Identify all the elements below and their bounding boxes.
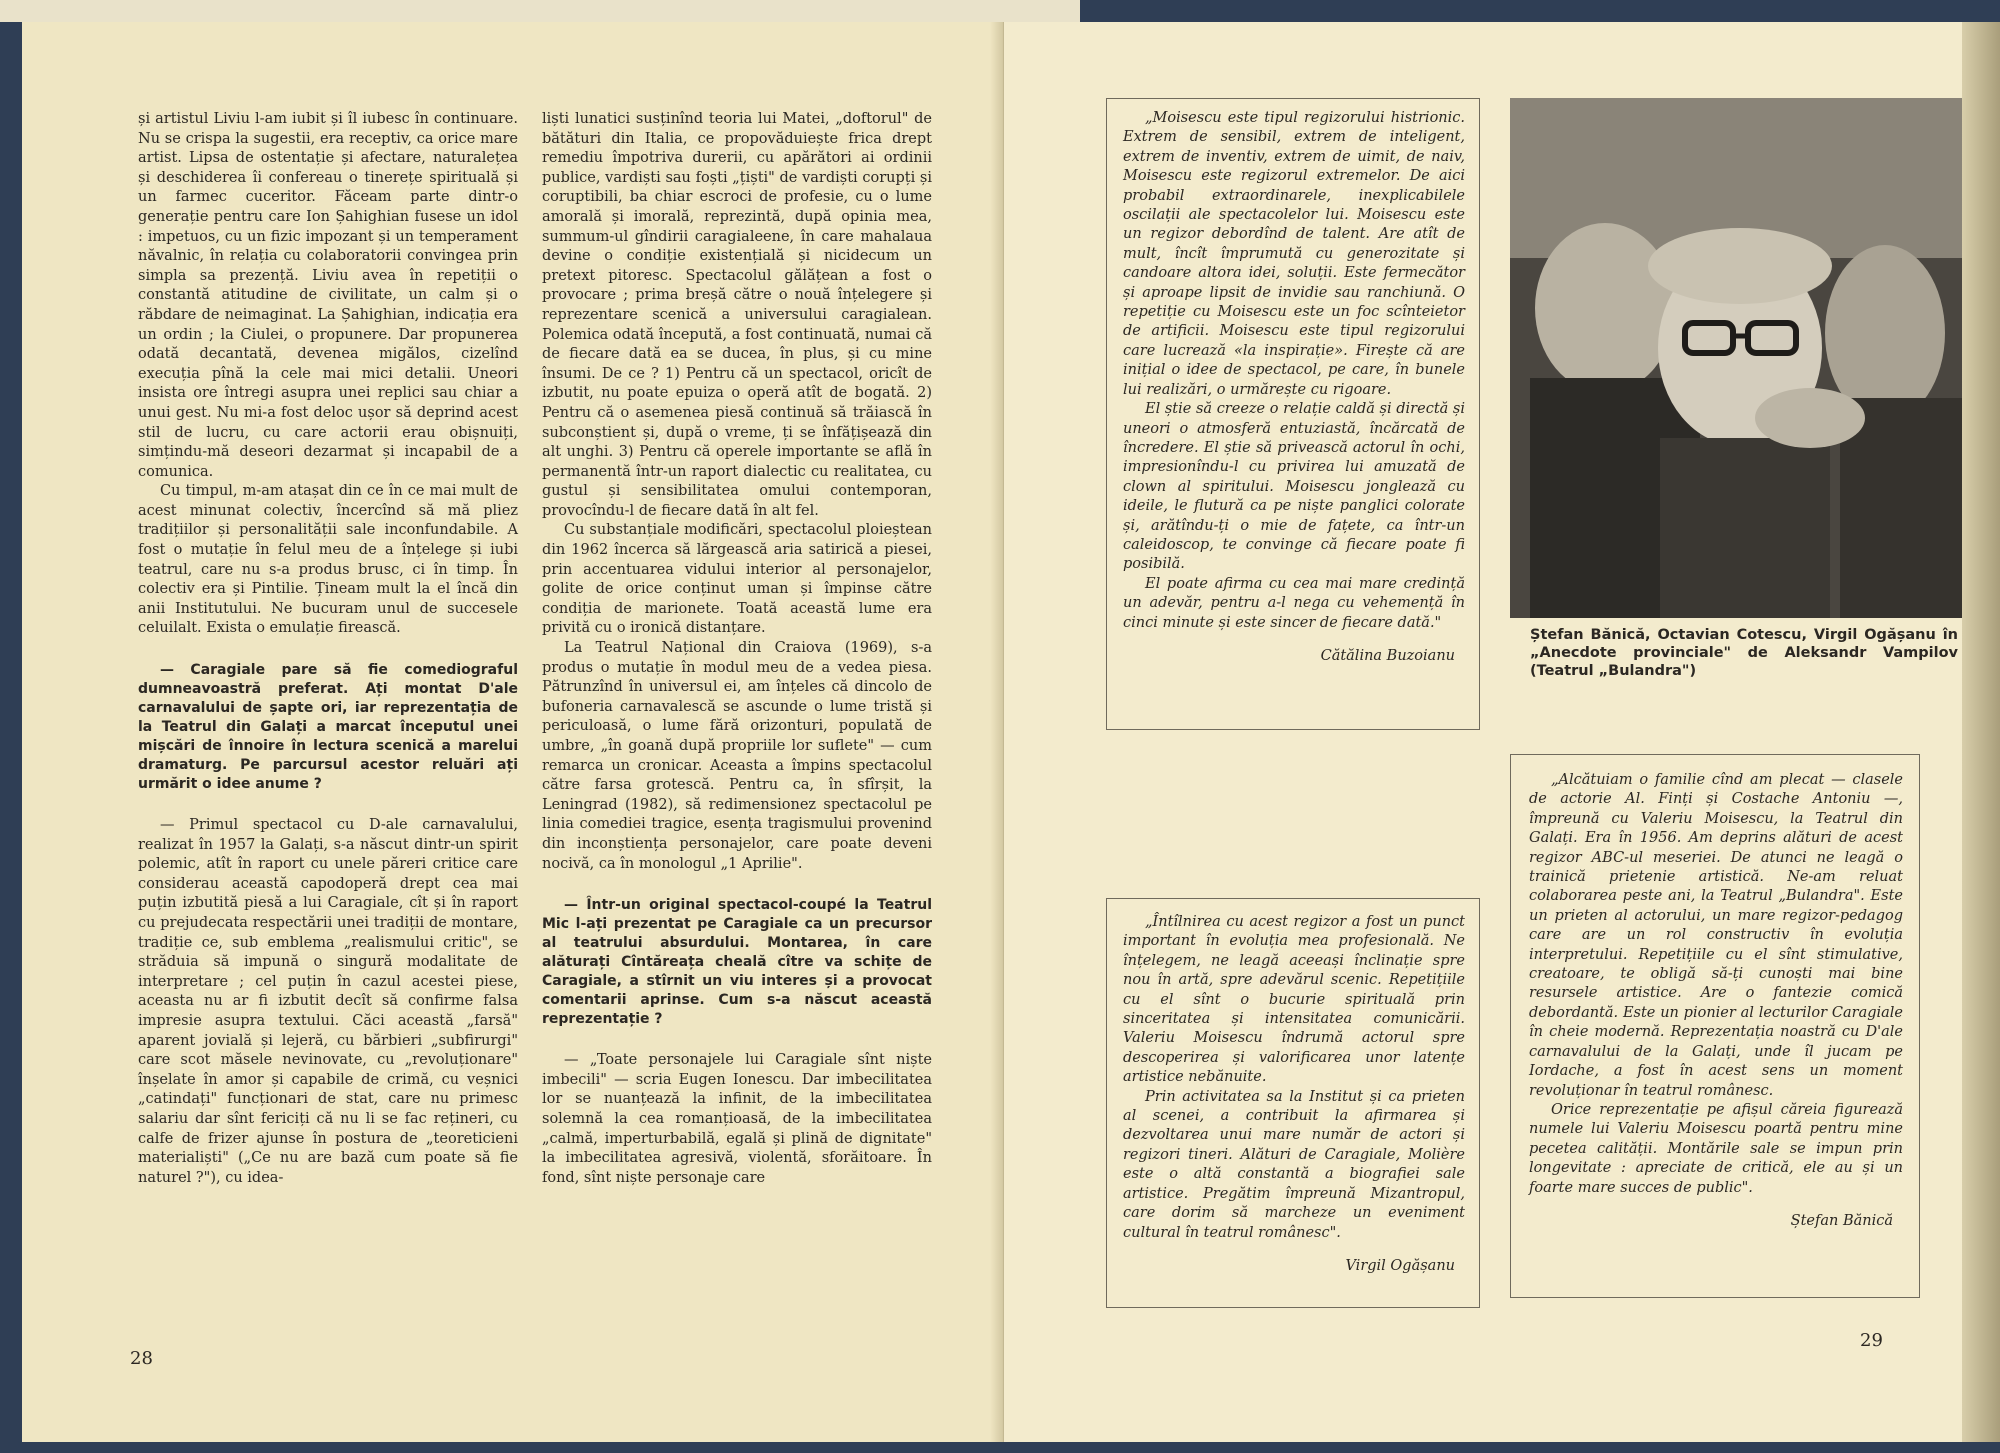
left-column-2: [542, 110, 932, 1188]
paragraph: Cu timpul, m-am atașat din ce în ce mai mult de acest minunat colectiv, încercînd să mă pliez tradițiilor și personalității sale inconfundabile. A fost o mutație în felul meu de a înțelege și iubi teatrul, care nu s-a produs brusc, ci în timp. În colectiv era și Pintilie. Țineam mult la el încă din anii Institutului. Ne bucuram unul de succesele celuilalt. Exista o emulație firească.: [138, 483, 518, 637]
page-number: 28: [130, 1348, 153, 1369]
paragraph: și artistul Liviu l-am iubit și îl iubesc în continuare. Nu se crispa la sugestii, era receptiv, ca orice mare artist. Lipsa de ostentație și afectare, naturalețea și deschiderea îi confereau o tinerețe spirituală și un farmec cuceritor. Făceam parte dintr-o generație pentru care Ion Șahighian fusese un idol : impetuos, cu un fizic impozant și un temperament năvalnic, în relația cu colaboratorii convingea prin simpla sa prezență. Liviu avea în repetiții o constantă atitudine de civilitate, un calm și o răbdare de neimaginat. La Șahighian, indicația era un ordin ; la Ciulei, o propunere. Dar propunerea odată decantată, devenea migălos, cizelînd execuția pînă la cele mai mici detalii. Uneori insista ore întregi asupra unei replici sau chiar a unui gest. Nu mi-a fost deloc ușor să deprind acest stil de lucru, cu care actorii erau obișnuiți, simțindu-mă deseori dezarmat și incapabil de a comunica.: [138, 111, 518, 480]
quote-box-banica: [1510, 754, 1920, 1298]
production-photo: [1510, 98, 1962, 618]
quote-paragraph: „Moisescu este tipul regizorului histrionic. Extrem de sensibil, extrem de inteligent, extrem de inventiv, extrem de uimit, de naiv, Moisescu este regizorul extremelor. De aici probabil extraordinarele, inexplicabilele oscilații ale spectacolelor lui. Moisescu este un regizor debordînd de talent. Are atît de mult, încît împrumută cu generozitate și candoare altora idei, soluții. Este fermecător și aproape lipsit de invidie sau ranchiună. O repetiție cu Moisescu este un foc scînteietor de artificii. Moisescu este tipul regizorului care lucrează «la inspirație». Firește că are inițial o idee de spectacol, pe care, în bunele lui realizări, o urmărește cu rigoare.: [1123, 110, 1465, 398]
quote-box-ogasanu: [1106, 898, 1480, 1308]
quote-signature: Cătălina Buzoianu: [1320, 647, 1455, 664]
quote-box-buzoianu: [1106, 98, 1480, 730]
quote-paragraph: „Alcătuiam o familie cînd am plecat — clasele de actorie Al. Finți și Costache Antoniu —, împreună cu Valeriu Moisescu, la Teatrul din Galați. Era în 1956. Am deprins alături de acest regizor ABC-ul meseriei. De atunci ne leagă o trainică prietenie artistică. Ne-am reluat colaborarea peste ani, la Teatrul „Bulandra". Este un prieten al actorului, un mare regizor-pedagog care are un rol constructiv în evoluția interpretului. Repetițiile cu el sînt stimulative, creatoare, te obligă să-ți cunoști mai bine resursele artistice. Are o fantezie comică debordantă. Este un pionier al lecturilor Caragiale în cheie modernă. Reprezentația noastră cu D'ale carnavalului de la Galați, unde îl jucam pe Iordache, a fost în acest sens un moment revoluționar în teatrul românesc.: [1529, 772, 1903, 1099]
paragraph: Cu substanțiale modificări, spectacolul ploieștean din 1962 încerca să lărgească aria satirică a piesei, prin accentuarea vidului interior al personajelor, golite de orice conținut uman și împinse către condiția de marionete. Toată această lume era privită cu o ironică distanțare.: [542, 522, 932, 637]
interview-question: — Caragiale pare să fie comediograful dumneavoastră preferat. Ați montat D'ale carnavalului de șapte ori, iar reprezentația de la Teatrul din Galați a marcat începutul unei mișcări de înnoire în lectura scenică a marelui dramaturg. Pe parcursul acestor reluări ați urmărit o idee anume ?: [138, 662, 518, 793]
paragraph: La Teatrul Național din Craiova (1969), s-a produs o mutație în modul meu de a vedea piesa. Pătrunzînd în universul ei, am înțeles că dincolo de bufoneria carnavalescă se ascunde o lume tristă și periculoasă, o lume fără orizonturi, populată de umbre, „în goană după propriile lor suflete" — cum remarca un cronicar. Aceasta a împins spectacolul către farsa grotescă. Pentru ca, în sfîrșit, la Leningrad (1982), să redimensionez spectacolul pe linia comediei tragice, esența tragismului provenind din inconștiența personajelor, care poate deveni nocivă, ca în monologul „1 Aprilie".: [542, 640, 932, 872]
photo-caption: Ștefan Bănică, Octavian Cotescu, Virgil Ogășanu în „Anecdote provinciale" de Aleksandr Vampilov (Teatrul „Bulandra"): [1530, 627, 1958, 679]
quote-paragraph: „Întîlnirea cu acest regizor a fost un punct important în evoluția mea profesională. Ne înțelegem, ne leagă aceeași înclinație spre nou în artă, spre adevărul scenic. Repetițiile cu el sînt o bucurie spirituală prin sinceritatea și intensitatea comunicării. Valeriu Moisescu îndrumă actorul spre descoperirea și valorificarea unor latențe artistice nebănuite.: [1123, 914, 1465, 1086]
quote-signature: Virgil Ogășanu: [1345, 1257, 1455, 1274]
book-right-edge: [1962, 22, 2000, 1442]
quote-paragraph: El poate afirma cu cea mai mare credință un adevăr, pentru a-l nega cu vehemență în cinci minute și este sincer de fiecare dată.": [1123, 575, 1465, 631]
interview-answer: — Primul spectacol cu D-ale carnavalului, realizat în 1957 la Galați, s-a născut dintr-un spirit polemic, atît în raport cu unele păreri critice care considerau această capodoperă drept cea mai puțin izbutită piesă a lui Caragiale, cît și în raport cu prejudecata respectării unei tradiții de montare, tradiție ce, sub emblema „realismului critic", se străduia să impună o singură modalitate de interpretare ; cel puțin în cazul acestei piese, aceasta nu ar fi izbutit decît să confirme falsa impresie asupra textului. Căci această „farsă" aparent jovială și lejeră, cu bărbieri „subfirurgi" care scot măsele nevinovate, cu „revoluționare" înșelate în amor și capabile de crimă, cu veșnici „catindați" funcționari de stat, care nu primesc salariu dar sînt fericiți că nu li se fac rețineri, cu calfe de frizer ajunse în postura de „teoreticieni materialiști" („Ce nu are bază cum poate să fie naturel ?"), cu idea-: [138, 817, 518, 1186]
quote-signature: Ștefan Bănică: [1790, 1212, 1893, 1229]
quote-paragraph: El știe să creeze o relație caldă și directă și uneori o atmosferă entuziastă, încărcată de încredere. El știe să privească actorul în ochi, impresionîndu-l cu privirea lui amuzată de clown al spiritului. Moisescu jonglează cu ideile, le flutură ca pe niște panglici colorate și, arătîndu-ți o mie de fațete, ca într-un caleidoscop, te convinge că fiecare poate fi posibilă.: [1123, 401, 1465, 573]
left-page: [22, 22, 1006, 1442]
interview-question: — Într-un original spectacol-coupé la Teatrul Mic l-ați prezentat pe Caragiale ca un precursor al teatrului absurdului. Montarea, în care alăturați Cîntăreața cheală cître va schițe de Caragiale, a stîrnit un viu interes și a provocat comentarii aprinse. Cum s-a născut această reprezentație ?: [542, 897, 932, 1028]
left-column-1: [138, 110, 518, 1188]
page-number: 29: [1860, 1330, 1883, 1351]
paragraph: liști lunatici susținînd teoria lui Matei, „doftorul" de bătături din Italia, ce propovăduiește frica drept remediu împotriva durerii, cu apărători ai ordinii publice, vardiști sau foști „țiști" de vardiști corupți și coruptibili, ba chiar escroci de profesie, cu o lume amorală și imorală, reprezintă, după opinia mea, summum-ul gîndirii caragialeene, în care mahalaua devine o condiție existențială și nicidecum un pretext pitoresc. Spectacolul gălățean a fost o provocare ; prima breșă către o nouă înțelegere și reprezentare scenică a universului caragialean. Polemica odată începută, a fost continuată, numai că de fiecare dată ea se ducea, în plus, și cu mine însumi. De ce ? 1) Pentru că un spectacol, oricît de izbutit, nu poate epuiza o operă atît de bogată. 2) Pentru că o asemenea piesă continuă să trăiască în subconștient și, după o vreme, ți se înfățișează din alt unghi. 3) Pentru că operele importante se află în permanentă într-un raport dialectic cu realitatea, cu gustul și sensibilitatea omului contemporan, provocîndu-l de fiecare dată în alt fel.: [542, 111, 932, 519]
book-top-edge: [0, 0, 1080, 22]
quote-paragraph: Orice reprezentație pe afișul căreia figurează numele lui Valeriu Moisescu poartă pentru mine pecetea calității. Montările sale se impun prin longevitate : apreciate de critică, ele au și un foarte mare succes de public".: [1529, 1101, 1903, 1196]
interview-answer: — „Toate personajele lui Caragiale sînt niște imbecili" — scria Eugen Ionescu. Dar imbecilitatea lor se nuanțează la infinit, de la imbecilitatea solemnă la cea romanțioasă, de la imbecilitatea „calmă, imperturbabilă, egală și plină de dignitate" la imbecilitatea agresivă, violentă, sforăitoare. În fond, sînt niște personaje care: [542, 1052, 932, 1186]
quote-paragraph: Prin activitatea sa la Institut și ca prieten al scenei, a contribuit la afirmarea și dezvoltarea unui mare număr de actori și regizori tineri. Alături de Caragiale, Molière este o altă constantă a biografiei sale artistice. Pregătim împreună Mizantropul, care dorim să marcheze un eveniment cultural în teatrul românesc".: [1123, 1088, 1465, 1241]
photo-illustration: [1510, 98, 1962, 618]
